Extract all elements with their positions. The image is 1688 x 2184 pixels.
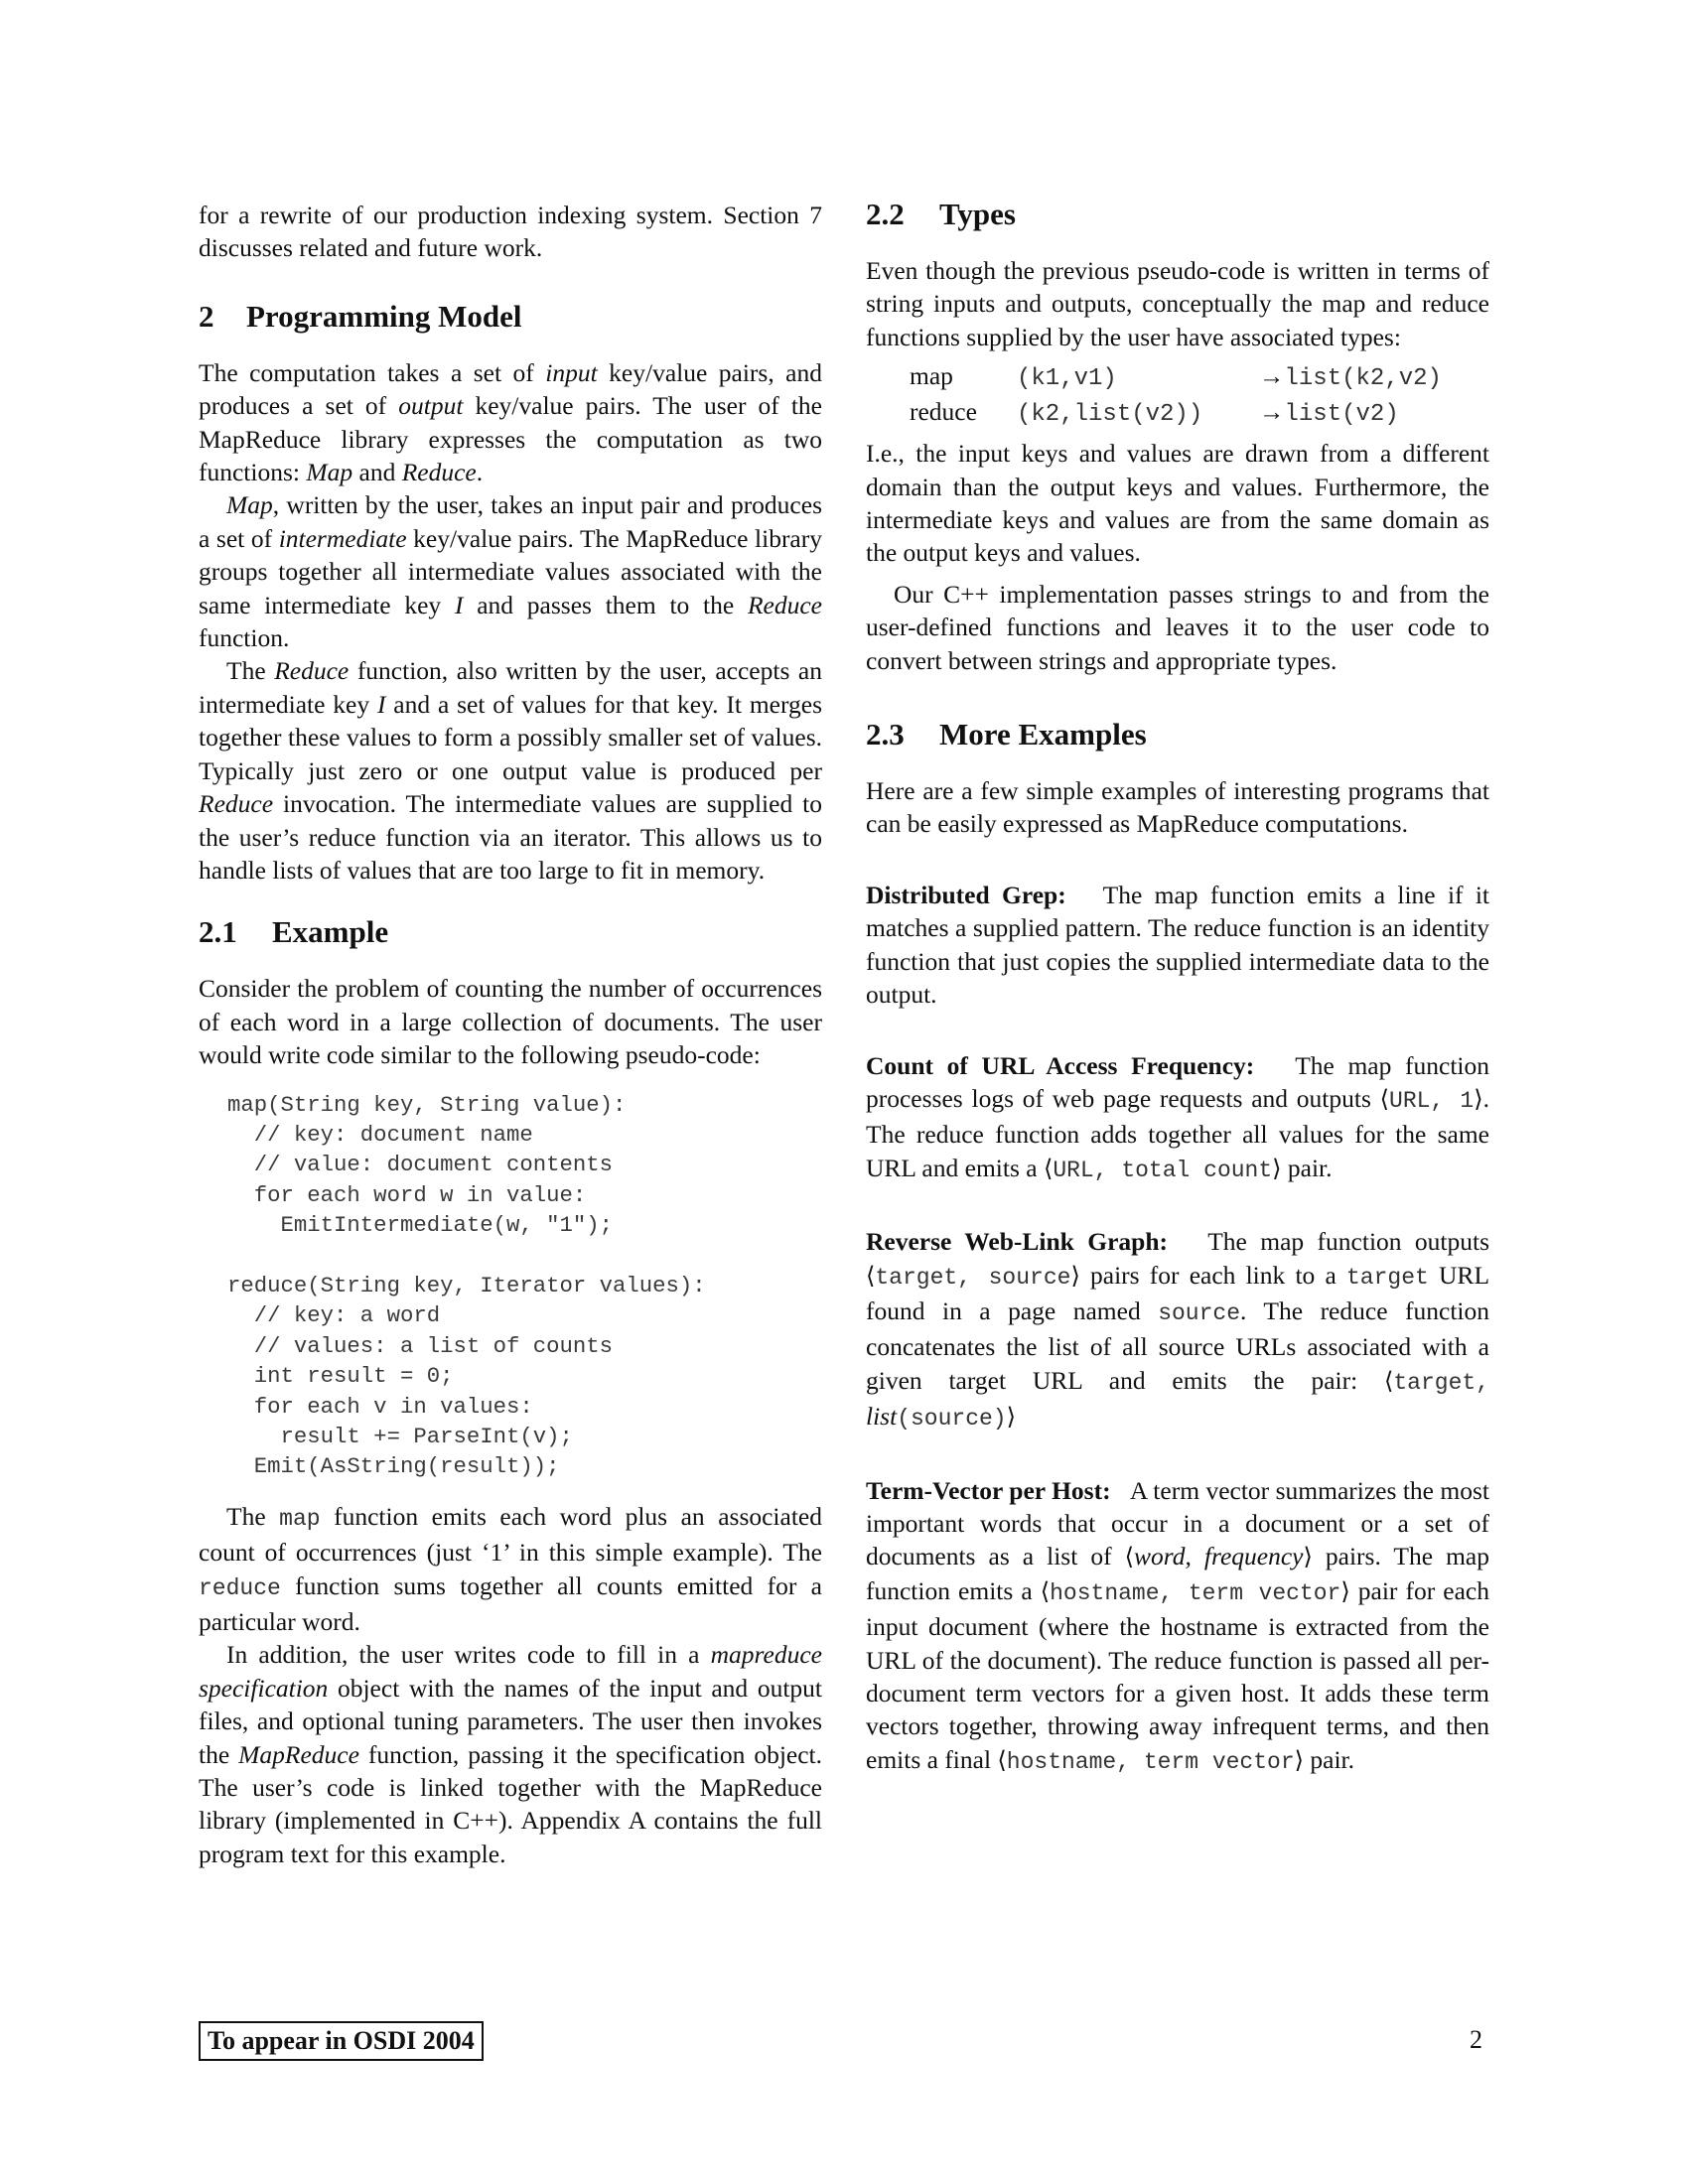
section-number: 2 [199,298,214,334]
section-title: Programming Model [246,298,522,334]
types-row-map: map (k1,v1) → list(k2,v2) [910,361,1442,393]
reverse-web-link-paragraph: Reverse Web-Link Graph: The map function outputs ⟨target, source⟩ pairs for each link to a target URL found in a page named source. The reduce function concatenates the list of all source URLs associated with a given target URL and emits the pair: ⟨target, list(source)⟩ [866,1227,1490,1433]
section-2-1-heading [199,914,822,950]
section-title: Types [939,197,1016,231]
examples-intro-paragraph: Here are a few simple examples of interesting programs that can be easily expressed as MapReduce computations. [866,776,1489,839]
intro-paragraph: for a rewrite of our production indexing system. Section 7 discusses related and future work. [199,201,822,263]
types-paragraph: Even though the previous pseudo-code is written in terms of string inputs and outputs, conceptually the map and reduce functions supplied by the user have associated types: [866,256,1489,351]
map-paragraph: Map, written by the user, takes an input pair and produces a set of intermediate key/value pairs. The MapReduce library groups together all intermediate values associated with the same intermediate key I and passes them to the Reduce function. [199,490,822,653]
section-number: 2.3 [866,717,905,752]
example-paragraph: Consider the problem of counting the number of occurrences of each word in a large collection of documents. The user would write code similar to the following pseudo-code: [199,974,822,1070]
types-row-reduce: reduce (k2,list(v2)) → list(v2) [910,397,1399,429]
section-title: More Examples [939,717,1147,752]
url-frequency-paragraph: Count of URL Access Frequency: The map function processes logs of web page requests and outputs ⟨URL, 1⟩. The reduce function adds together all values for the same URL and emits a ⟨URL, total count⟩ pair. [866,1050,1489,1183]
distributed-grep-paragraph: Distributed Grep: The map function emits a line if it matches a supplied pattern. The reduce function is an identity function that just copies the supplied intermediate data to the output. [866,880,1490,1010]
page-number: 2 [1470,2025,1482,2054]
right-column [866,199,1489,1779]
left-column [199,199,822,1870]
section-2-heading [199,299,822,335]
pseudo-code-block: map(String key, String value): // key: document name // value: document contents for each word w in value: EmitIntermediate(w, "1"); reduce(String key, Iterator values): // key: a word // values: a list of counts int result = 0; for each v in values: result += ParseInt(v); Emit(AsString(result)); [227,1091,706,1480]
types-table [910,359,1442,431]
specification-paragraph: In addition, the user writes code to fill in a mapreduce specification object with the names of the input and output files, and optional tuning parameters. The user then invokes the MapReduce function, passing it the specification object. The user’s code is linked together with the MapReduce library (implemented in C++). Appendix A contains the full program text for this example. [199,1640,823,1868]
map-explanation-paragraph: The map function emits each word plus an associated count of occurrences (just ‘1’ in this simple example). The reduce function sums together all counts emitted for a particular word. [199,1501,822,1637]
section-number: 2.2 [866,197,905,231]
term-vector-paragraph: Term-Vector per Host: A term vector summarizes the most important words that occur in a document or a set of documents as a list of ⟨word, frequency⟩ pairs. The map function emits a ⟨hostname, term vector⟩ pair for each input document (where the hostname is extracted from the URL of the document). The reduce function is passed all per-document term vectors for a given host. It adds these term vectors together, throwing away infrequent terms, and then emits a final ⟨hostname, term vector⟩ pair. [866,1475,1490,1775]
section-title: Example [272,914,389,950]
section-number: 2.1 [199,914,237,950]
cpp-paragraph: Our C++ implementation passes strings to and from the user-defined functions and leaves it to the user code to convert between strings and appropriate types. [866,579,1489,675]
programming-model-paragraph: The computation takes a set of input key/value pairs, and produces a set of output key/value pairs. The user of the MapReduce library expresses the computation as two functions: Map and Reduce. [199,357,822,487]
section-2-2-heading [866,197,1489,232]
reduce-paragraph: The Reduce function, also written by the user, accepts an intermediate key I and a set of values for that key. It merges together these values to form a possibly smaller set of values. Typically just zero or one output value is produced per Reduce invocation. The intermediate values are supplied to the user’s reduce function via an iterator. This allows us to handle lists of values that are too large to fit in memory. [199,656,822,885]
section-2-3-heading [866,717,1489,752]
venue-footer: To appear in OSDI 2004 [199,2021,484,2061]
domain-paragraph: I.e., the input keys and values are drawn from a different domain than the output keys and values. Furthermore, the intermediate keys and values are from the same domain as the output keys and values. [866,439,1489,568]
